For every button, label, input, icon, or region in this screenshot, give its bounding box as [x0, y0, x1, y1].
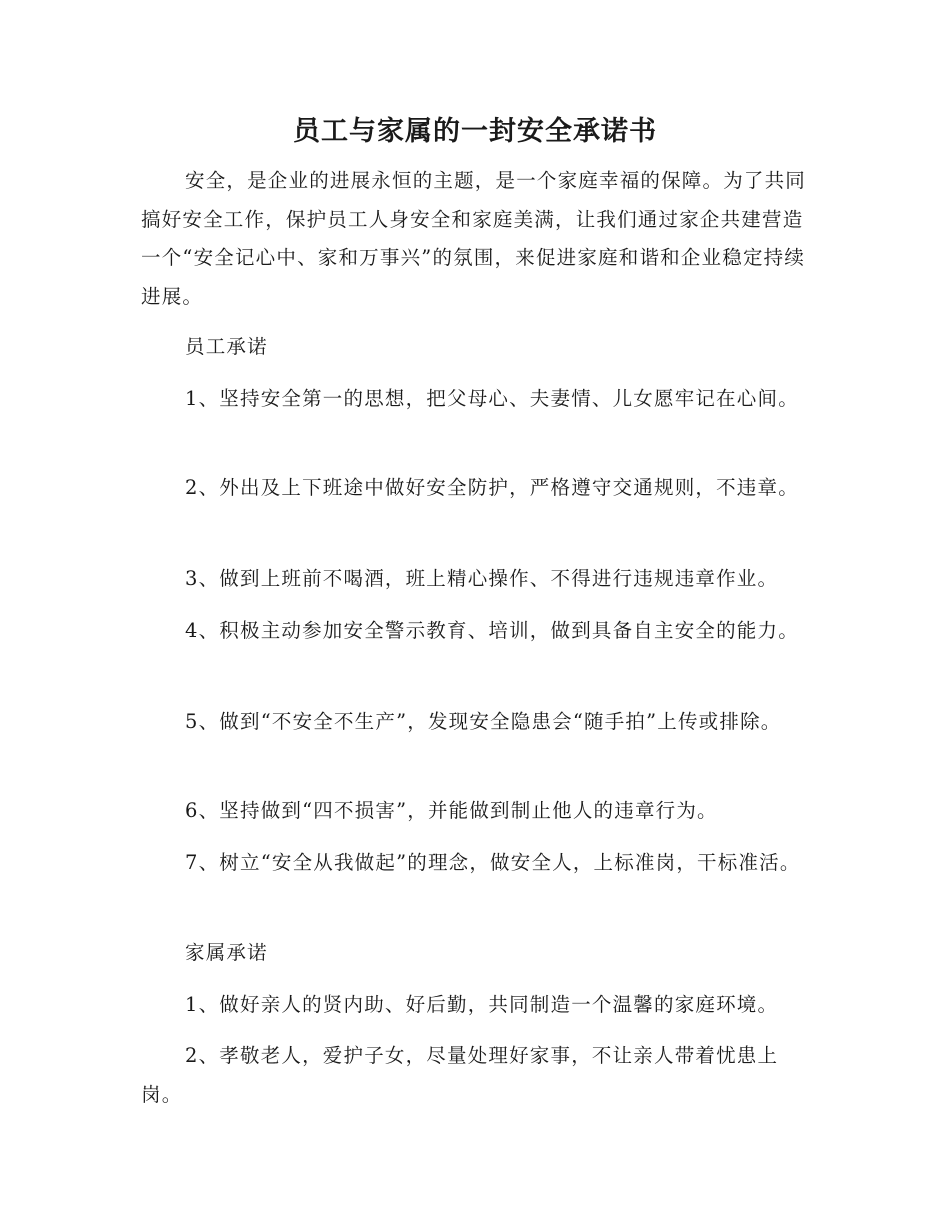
family-item-2: 2、孝敬老人，爱护子女，尽量处理好家事，不让亲人带着忧患上岗。: [141, 1044, 779, 1106]
employee-item-1: 1、坚持安全第一的思想，把父母心、夫妻情、儿女愿牢记在心间。: [185, 387, 799, 410]
employee-item-6: 6、坚持做到“四不损害”，并能做到制止他人的违章行为。: [185, 799, 718, 822]
family-item-1: 1、做好亲人的贤内助、好后勤，共同制造一个温馨的家庭环境。: [185, 993, 779, 1016]
family-section-heading: 家属承诺: [185, 941, 268, 964]
employee-item-4: 4、积极主动参加安全警示教育、培训，做到具备自主安全的能力。: [185, 619, 799, 642]
employee-section-heading: 员工承诺: [185, 335, 268, 358]
employee-item-3: 3、做到上班前不喝酒，班上精心操作、不得进行违规违章作业。: [185, 567, 779, 590]
intro-paragraph: 安全，是企业的进展永恒的主题，是一个家庭幸福的保障。为了共同搞好安全工作，保护员工人身安全和家庭美满，让我们通过家企共建营造一个“安全记心中、家和万事兴”的氛围，来促进家庭和谐和企业稳定持续进展。: [141, 169, 807, 308]
document-title: 员工与家属的一封安全承诺书: [293, 116, 657, 147]
employee-item-2: 2、外出及上下班途中做好安全防护，严格遵守交通规则，不违章。: [185, 476, 799, 499]
employee-item-7: 7、树立“安全从我做起”的理念，做安全人，上标准岗，干标准活。: [185, 851, 801, 874]
employee-item-5: 5、做到“不安全不生产”，发现安全隐患会“随手拍”上传或排除。: [185, 710, 782, 733]
